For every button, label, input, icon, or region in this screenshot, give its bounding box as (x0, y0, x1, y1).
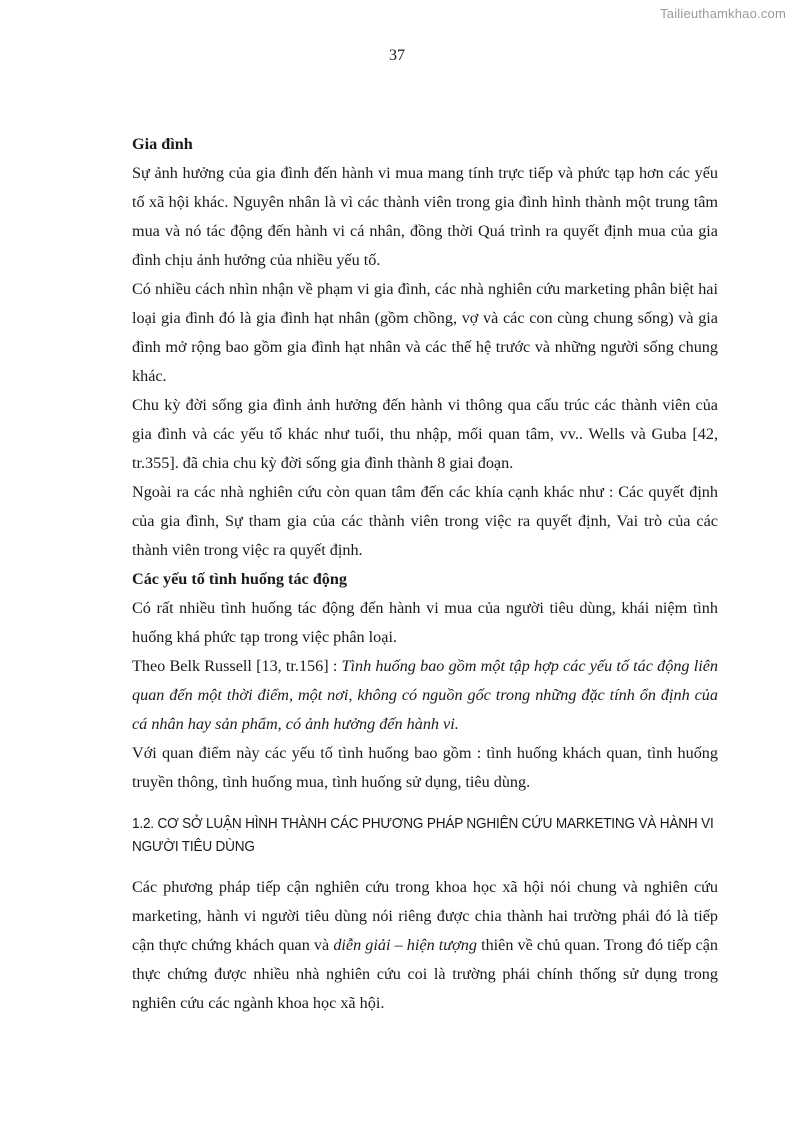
heading-situational-factors: Các yếu tố tình huống tác động (132, 570, 347, 588)
paragraph-family-lifecycle: Chu kỳ đời sống gia đình ảnh hưởng đến hành vi thông qua cấu trúc các thành viên của gia đình và các yếu tố khác như tuổi, thu nhập, mối quan tâm, vv.. Wells và Guba [42, tr.355]. đã chia chu kỳ đời sống gia đình thành 8 giai đoạn. (132, 396, 718, 472)
paragraph-family-influence: Sự ảnh hưởng của gia đình đến hành vi mua mang tính trực tiếp và phức tạp hơn các yếu tố xã hội khác. Nguyên nhân là vì các thành viên trong gia đình hình thành một trung tâm mua và nó tác động đến hành vi cá nhân, đồng thời Quá trình ra quyết định mua của gia đình chịu ảnh hưởng của nhiều yếu tố. (132, 164, 718, 269)
approaches-interpretive-term: diễn giải – hiện tượng (333, 936, 477, 954)
page-number: 37 (389, 47, 405, 64)
page-body (132, 130, 718, 1018)
paragraph-family-scope: Có nhiều cách nhìn nhận về phạm vi gia đình, các nhà nghiên cứu marketing phân biệt hai loại gia đình đó là gia đình hạt nhân (gồm chồng, vợ và các con cùng chung sống) và gia đình mở rộng bao gồm gia đình hạt nhân và các thế hệ trước và những người sống chung khác. (132, 280, 718, 385)
approaches-text-start: Các phương pháp tiếp cận nghiên cứu trong khoa học xã hội nói chung và nghiên cứu marketing, hành vi người tiêu dùng nói riêng được chia thành hai trường phái đó là tiếp cận thực chứng khách quan và (132, 878, 718, 954)
approaches-text-end: thiên về chủ quan. Trong đó tiếp cận thực chứng được nhiều nhà nghiên cứu coi là trường phái chính thống sử dụng trong nghiên cứu các ngành khoa học xã hội. (132, 936, 719, 1012)
section-heading-1-2: 1.2. CƠ SỞ LUẬN HÌNH THÀNH CÁC PHƯƠNG PHÁP NGHIÊN CỨU MARKETING VÀ HÀNH VI NGƯỜI TIÊU DÙNG (132, 816, 714, 855)
paragraph-research-approaches (132, 873, 718, 1018)
paragraph-belk-russell (132, 652, 718, 739)
paragraph-situations-intro: Có rất nhiều tình huống tác động đến hành vi mua của người tiêu dùng, khái niệm tình huống khá phức tạp trong việc phân loại. (132, 599, 718, 646)
paragraph-family-other-aspects: Ngoài ra các nhà nghiên cứu còn quan tâm đến các khía cạnh khác như : Các quyết định của gia đình, Sự tham gia của các thành viên trong việc ra quyết định, Vai trò của các thành viên trong việc ra quyết định. (132, 483, 718, 559)
belk-russell-definition: Tình huống bao gồm một tập hợp các yếu tố tác động liên quan đến một thời điểm, một nơi, không có nguồn gốc trong những đặc tính ổn định của cá nhân hay sản phẩm, có ảnh hưởng đến hành vi. (132, 657, 718, 733)
paragraph-situation-types: Với quan điểm này các yếu tố tình huống bao gồm : tình huống khách quan, tình huống truyền thông, tình huống mua, tình huống sử dụng, tiêu dùng. (132, 744, 718, 791)
watermark: Tailieuthamkhao.com (660, 6, 786, 21)
belk-russell-citation: Theo Belk Russell [13, tr.156] : (132, 657, 342, 675)
heading-family: Gia đình (132, 135, 193, 153)
